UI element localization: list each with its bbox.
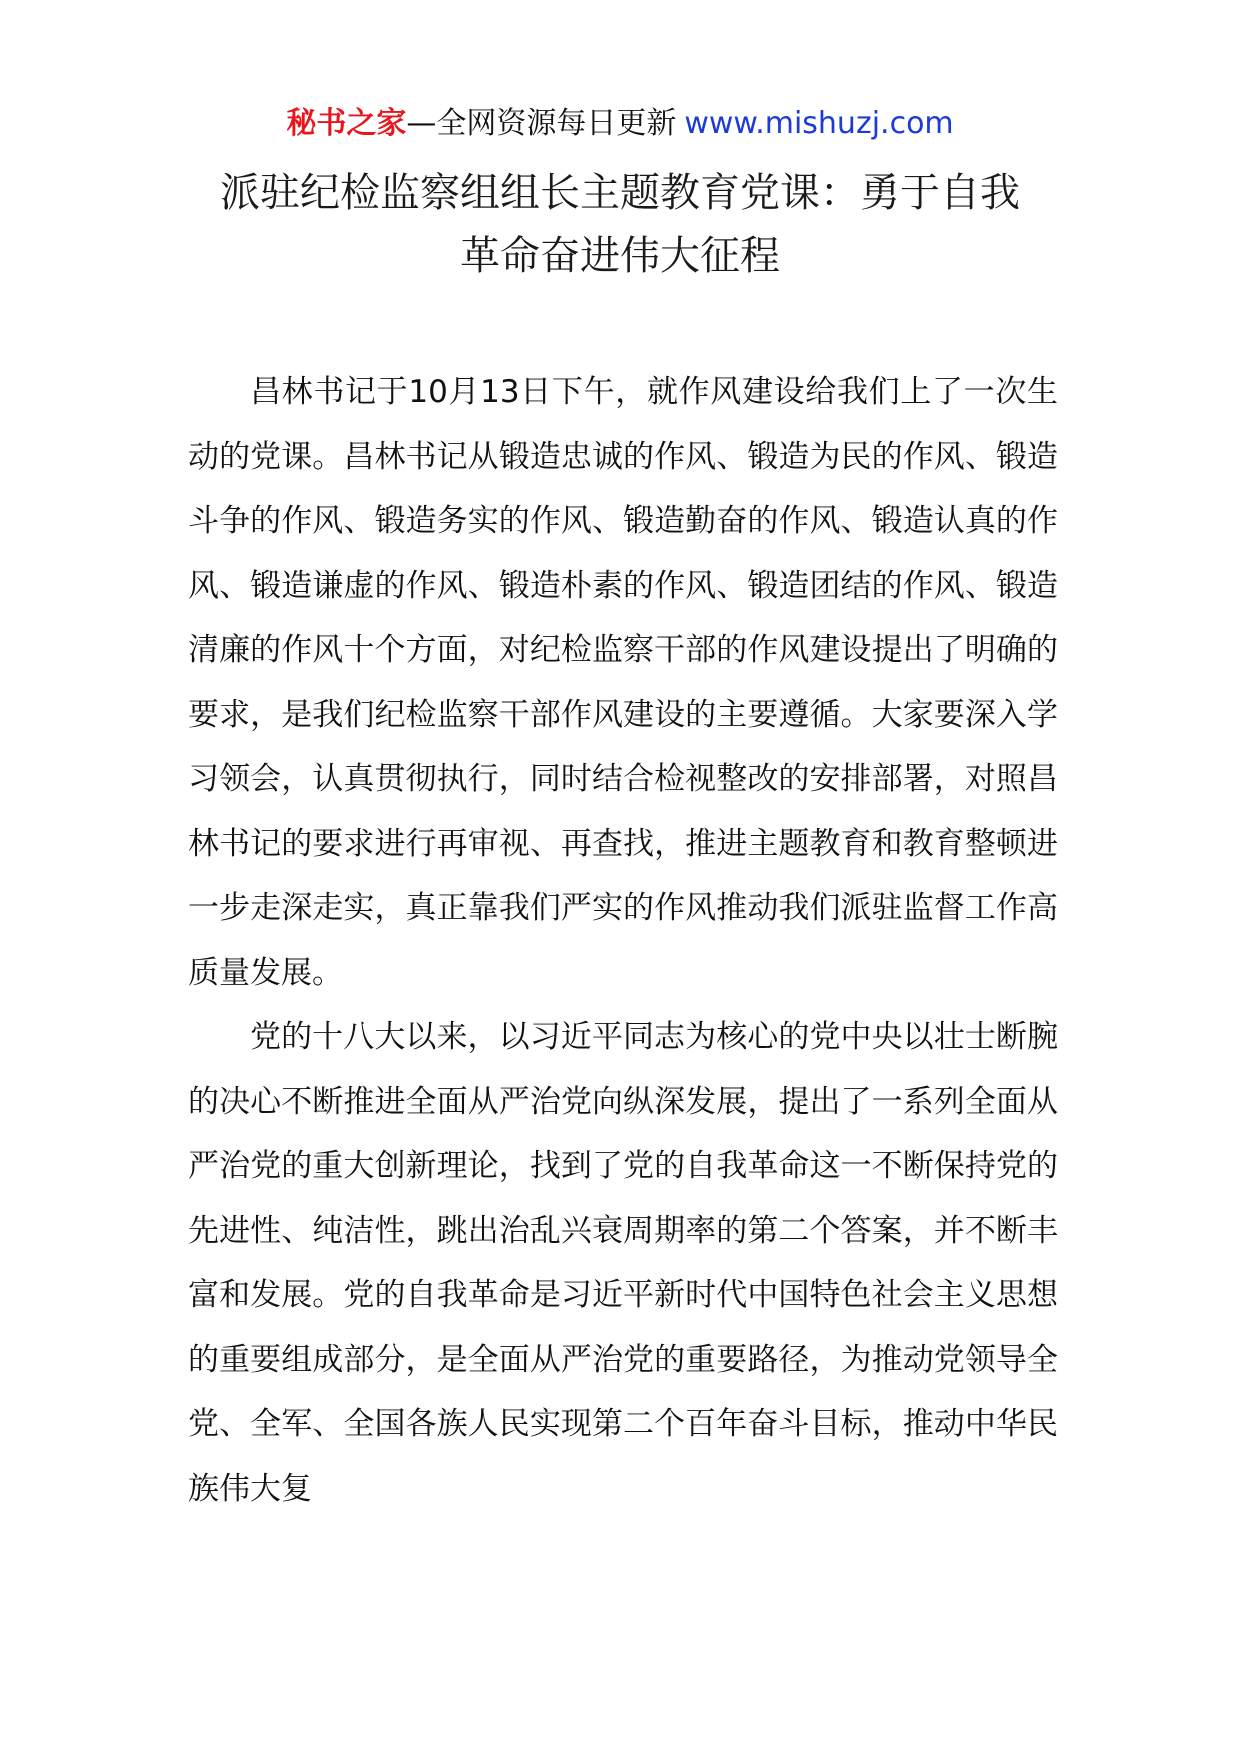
header-slogan: —全网资源每日更新	[406, 106, 677, 141]
brand-name: 秘书之家	[286, 106, 407, 141]
title-line-2: 革命奋进伟大征程	[460, 233, 780, 279]
document-body	[188, 360, 1058, 1521]
body-paragraph: 昌林书记于10月13日下午，就作风建设给我们上了一次生动的党课。昌林书记从锻造忠诚的作风、锻造为民的作风、锻造斗争的作风、锻造务实的作风、锻造勤奋的作风、锻造认真的作风、锻造谦虚的作风、锻造朴素的作风、锻造团结的作风、锻造清廉的作风十个方面，对纪检监察干部的作风建设提出了明确的要求，是我们纪检监察干部作风建设的主要遵循。大家要深入学习领会，认真贯彻执行，同时结合检视整改的安排部署，对照昌林书记的要求进行再审视、再查找，推进主题教育和教育整顿进一步走深走实，真正靠我们严实的作风推动我们派驻监督工作高质量发展。	[188, 374, 1058, 991]
site-header	[0, 104, 1240, 144]
title-line-1: 派驻纪检监察组组长主题教育党课：勇于自我	[220, 170, 1020, 216]
document-title	[150, 162, 1090, 288]
site-url-link[interactable]: www.mishuzj.com	[684, 106, 954, 141]
body-paragraph: 党的十八大以来，以习近平同志为核心的党中央以壮士断腕的决心不断推进全面从严治党向纵深发展，提出了一系列全面从严治党的重大创新理论，找到了党的自我革命这一不断保持党的先进性、纯洁性，跳出治乱兴衰周期率的第二个答案，并不断丰富和发展。党的自我革命是习近平新时代中国特色社会主义思想的重要组成部分，是全面从严治党的重要路径，为推动党领导全党、全军、全国各族人民实现第二个百年奋斗目标，推动中华民族伟大复	[188, 1019, 1058, 1507]
